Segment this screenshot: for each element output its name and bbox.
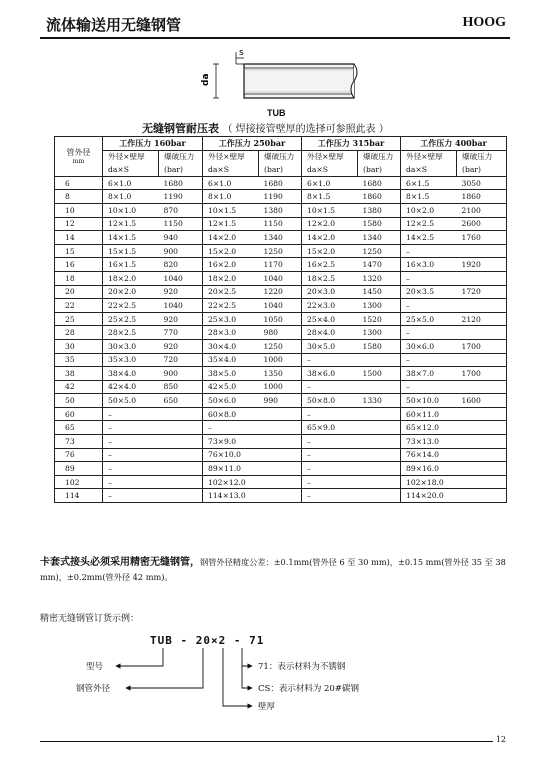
burst-pressure-cell: 870: [159, 203, 203, 217]
od-unit: mm: [72, 158, 85, 166]
brand-logo-text: HOOG: [462, 15, 506, 30]
dimension-cell: 38×6.0: [302, 367, 358, 381]
dimension-cell: 8×1.5: [401, 190, 457, 204]
col-dim-header: 外径×壁厚: [103, 150, 159, 163]
dimension-cell: –: [103, 421, 159, 435]
dimension-cell: –: [103, 448, 159, 462]
od-cell: 20: [55, 285, 103, 299]
burst-pressure-cell: 1000: [259, 353, 302, 367]
od-cell: 12: [55, 217, 103, 231]
burst-pressure-cell: 1000: [259, 380, 302, 394]
od-cell: 89: [55, 462, 103, 476]
burst-pressure-cell: 1190: [159, 190, 203, 204]
dimension-cell: –: [401, 326, 457, 340]
dimension-cell: 14×2.0: [203, 231, 259, 245]
dimension-cell: 30×3.0: [103, 339, 159, 353]
dimension-cell: 50×6.0: [203, 394, 259, 408]
burst-pressure-cell: 1170: [259, 258, 302, 272]
dimension-cell: 25×3.0: [203, 312, 259, 326]
od-cell: 35: [55, 353, 103, 367]
dimension-cell: 89×16.0: [401, 462, 457, 476]
dimension-cell: 10×1.5: [302, 203, 358, 217]
dimension-cell: 16×2.0: [203, 258, 259, 272]
dimension-cell: –: [302, 407, 358, 421]
dimension-cell: 18×2.0: [203, 271, 259, 285]
dimension-cell: 6×1.0: [203, 176, 259, 190]
label-type: 型号: [86, 662, 104, 672]
table-title-main: 无缝钢管耐压表: [142, 122, 219, 135]
dimension-cell: 102×12.0: [203, 475, 259, 489]
dimension-cell: 20×2.0: [103, 285, 159, 299]
od-cell: 114: [55, 489, 103, 503]
burst-pressure-cell: 1860: [457, 190, 507, 204]
dimension-cell: 14×2.0: [302, 231, 358, 245]
burst-pressure-cell: 1470: [358, 258, 401, 272]
dimension-cell: –: [103, 462, 159, 476]
burst-pressure-cell: 1680: [358, 176, 401, 190]
dimension-cell: 20×2.5: [203, 285, 259, 299]
dimension-cell: 10×1.0: [103, 203, 159, 217]
od-cell: 15: [55, 244, 103, 258]
dimension-cell: 35×4.0: [203, 353, 259, 367]
dimension-cell: –: [401, 353, 457, 367]
dimension-cell: –: [401, 271, 457, 285]
dimension-cell: 12×2.5: [401, 217, 457, 231]
dimension-cell: 22×2.5: [103, 299, 159, 313]
col-dim-unit: da×S: [401, 163, 457, 176]
od-cell: 73: [55, 435, 103, 449]
od-cell: 50: [55, 394, 103, 408]
col-burst-unit: (bar): [358, 163, 401, 176]
burst-pressure-cell: 1680: [259, 176, 302, 190]
dimension-cell: 6×1.0: [302, 176, 358, 190]
burst-pressure-cell: 1220: [259, 285, 302, 299]
col-dim-unit: da×S: [203, 163, 259, 176]
page-number: 12: [495, 735, 506, 744]
burst-pressure-cell: 920: [159, 285, 203, 299]
burst-pressure-cell: 1040: [259, 271, 302, 285]
precision-note-text: 钢管外径精度公差：±0.1mm(管外径 6 至 30 mm)，±0.15 mm(管外径 35 至 38 mm)，±0.2mm(管外径 42 mm)。: [40, 557, 506, 582]
burst-pressure-cell: 1920: [457, 258, 507, 272]
dimension-cell: 8×1.0: [203, 190, 259, 204]
dimension-cell: –: [302, 353, 358, 367]
dimension-cell: 30×5.0: [302, 339, 358, 353]
group-160-header: 工作压力 160bar: [103, 137, 203, 151]
footer-rule: [40, 741, 493, 742]
dimension-cell: 15×1.5: [103, 244, 159, 258]
dimension-cell: 22×2.5: [203, 299, 259, 313]
burst-pressure-cell: 1300: [358, 326, 401, 340]
burst-pressure-cell: 1600: [457, 394, 507, 408]
burst-pressure-cell: 1340: [259, 231, 302, 245]
burst-pressure-cell: 1050: [259, 312, 302, 326]
burst-pressure-cell: 1300: [358, 299, 401, 313]
burst-pressure-cell: 1040: [259, 299, 302, 313]
dimension-cell: 20×3.5: [401, 285, 457, 299]
dimension-cell: 73×13.0: [401, 435, 457, 449]
dimension-cell: –: [302, 475, 358, 489]
dimension-cell: –: [302, 489, 358, 503]
od-cell: 102: [55, 475, 103, 489]
burst-pressure-cell: 1040: [159, 271, 203, 285]
burst-pressure-cell: 1760: [457, 231, 507, 245]
dimension-cell: 35×3.0: [103, 353, 159, 367]
dimension-cell: 89×11.0: [203, 462, 259, 476]
da-label: da: [201, 73, 211, 86]
od-cell: 38: [55, 367, 103, 381]
dimension-cell: –: [103, 475, 159, 489]
od-cell: 65: [55, 421, 103, 435]
label-71-stainless: 71：表示材料为不锈钢: [258, 662, 346, 672]
dimension-cell: 20×3.0: [302, 285, 358, 299]
burst-pressure-cell: 940: [159, 231, 203, 245]
dimension-cell: 114×13.0: [203, 489, 259, 503]
col-dim-header: 外径×壁厚: [203, 150, 259, 163]
burst-pressure-cell: 1190: [259, 190, 302, 204]
dimension-cell: –: [103, 435, 159, 449]
od-cell: 60: [55, 407, 103, 421]
dimension-cell: –: [401, 299, 457, 313]
col-burst-unit: (bar): [259, 163, 302, 176]
dimension-cell: 60×8.0: [203, 407, 259, 421]
burst-pressure-cell: 1250: [259, 244, 302, 258]
dimension-cell: 50×10.0: [401, 394, 457, 408]
od-cell: 28: [55, 326, 103, 340]
burst-pressure-cell: 900: [159, 244, 203, 258]
dimension-cell: 28×4.0: [302, 326, 358, 340]
od-cell: 6: [55, 176, 103, 190]
dimension-cell: –: [203, 421, 259, 435]
od-cell: 10: [55, 203, 103, 217]
burst-pressure-cell: 1250: [358, 244, 401, 258]
burst-pressure-cell: 820: [159, 258, 203, 272]
burst-pressure-cell: 1150: [159, 217, 203, 231]
burst-pressure-cell: 2100: [457, 203, 507, 217]
dimension-cell: 16×2.5: [302, 258, 358, 272]
order-example-title: 精密无缝钢管订货示例：: [40, 614, 140, 624]
col-dim-header: 外径×壁厚: [302, 150, 358, 163]
od-cell: 25: [55, 312, 103, 326]
group-250-header: 工作压力 250bar: [203, 137, 302, 151]
page-header-title: 流体输送用无缝钢管: [46, 16, 182, 34]
label-od: 钢管外径: [76, 684, 111, 694]
burst-pressure-cell: 2120: [457, 312, 507, 326]
burst-pressure-cell: 1150: [259, 217, 302, 231]
dimension-cell: 22×3.0: [302, 299, 358, 313]
burst-pressure-cell: 850: [159, 380, 203, 394]
dimension-cell: 25×4.0: [302, 312, 358, 326]
od-cell: 8: [55, 190, 103, 204]
dimension-cell: 30×6.0: [401, 339, 457, 353]
dimension-cell: 16×3.0: [401, 258, 457, 272]
od-cell: 16: [55, 258, 103, 272]
burst-pressure-cell: 900: [159, 367, 203, 381]
label-wall: 壁厚: [258, 702, 276, 712]
dimension-cell: 102×18.0: [401, 475, 457, 489]
dimension-cell: 25×5.0: [401, 312, 457, 326]
burst-pressure-cell: 650: [159, 394, 203, 408]
dimension-cell: 42×5.0: [203, 380, 259, 394]
col-burst-unit: (bar): [457, 163, 507, 176]
od-cell: 42: [55, 380, 103, 394]
dimension-cell: 73×9.0: [203, 435, 259, 449]
dimension-cell: –: [302, 462, 358, 476]
dimension-cell: 15×2.0: [302, 244, 358, 258]
burst-pressure-cell: 770: [159, 326, 203, 340]
dimension-cell: 15×2.0: [203, 244, 259, 258]
dimension-cell: 38×7.0: [401, 367, 457, 381]
dimension-cell: 8×1.5: [302, 190, 358, 204]
dimension-cell: 18×2.0: [103, 271, 159, 285]
burst-pressure-cell: 1340: [358, 231, 401, 245]
burst-pressure-cell: 1040: [159, 299, 203, 313]
burst-pressure-cell: 1380: [358, 203, 401, 217]
dimension-cell: –: [302, 435, 358, 449]
table-title-note: （ 焊接接管壁厚的选择可参照此表 ）: [222, 124, 389, 135]
dimension-cell: 60×11.0: [401, 407, 457, 421]
burst-pressure-cell: 1330: [358, 394, 401, 408]
burst-pressure-cell: 1680: [159, 176, 203, 190]
burst-pressure-cell: 1250: [259, 339, 302, 353]
burst-pressure-cell: 1700: [457, 339, 507, 353]
col-burst-header: 爆破压力: [159, 150, 203, 163]
dimension-cell: 65×9.0: [302, 421, 358, 435]
burst-pressure-cell: 1450: [358, 285, 401, 299]
s-label: s: [239, 48, 244, 58]
burst-pressure-cell: 2600: [457, 217, 507, 231]
dimension-cell: –: [302, 380, 358, 394]
precision-note-bold: 卡套式接头必须采用精密无缝钢管，: [40, 557, 200, 568]
burst-pressure-cell: 1500: [358, 367, 401, 381]
col-burst-header: 爆破压力: [457, 150, 507, 163]
dimension-cell: 16×1.5: [103, 258, 159, 272]
group-315-header: 工作压力 315bar: [302, 137, 401, 151]
dimension-cell: 12×2.0: [302, 217, 358, 231]
dimension-cell: –: [103, 407, 159, 421]
dimension-cell: 6×1.5: [401, 176, 457, 190]
od-header: 管外径: [66, 148, 91, 158]
dimension-cell: 50×5.0: [103, 394, 159, 408]
diagram-caption: TUB: [267, 108, 286, 118]
burst-pressure-cell: 1700: [457, 367, 507, 381]
dimension-cell: 12×1.5: [203, 217, 259, 231]
order-code: TUB - 20×2 - 71: [150, 634, 265, 647]
dimension-cell: 6×1.0: [103, 176, 159, 190]
dimension-cell: 76×14.0: [401, 448, 457, 462]
col-burst-unit: (bar): [159, 163, 203, 176]
dimension-cell: 38×4.0: [103, 367, 159, 381]
dimension-cell: 38×5.0: [203, 367, 259, 381]
burst-pressure-cell: 1380: [259, 203, 302, 217]
dimension-cell: 28×3.0: [203, 326, 259, 340]
dimension-cell: 65×12.0: [401, 421, 457, 435]
dimension-cell: 50×8.0: [302, 394, 358, 408]
burst-pressure-cell: 1720: [457, 285, 507, 299]
od-cell: 14: [55, 231, 103, 245]
burst-pressure-cell: 1580: [358, 339, 401, 353]
burst-pressure-cell: 1580: [358, 217, 401, 231]
burst-pressure-cell: 920: [159, 312, 203, 326]
dimension-cell: 10×1.5: [203, 203, 259, 217]
col-burst-header: 爆破压力: [259, 150, 302, 163]
dimension-cell: –: [401, 380, 457, 394]
burst-pressure-cell: 1320: [358, 271, 401, 285]
od-cell: 18: [55, 271, 103, 285]
burst-pressure-cell: 980: [259, 326, 302, 340]
dimension-cell: –: [302, 448, 358, 462]
burst-pressure-cell: 3050: [457, 176, 507, 190]
dimension-cell: –: [401, 244, 457, 258]
od-cell: 30: [55, 339, 103, 353]
col-dim-header: 外径×壁厚: [401, 150, 457, 163]
dimension-cell: –: [103, 489, 159, 503]
burst-pressure-cell: 720: [159, 353, 203, 367]
burst-pressure-cell: 1350: [259, 367, 302, 381]
burst-pressure-cell: 990: [259, 394, 302, 408]
dimension-cell: 14×2.5: [401, 231, 457, 245]
burst-pressure-cell: 1520: [358, 312, 401, 326]
col-dim-unit: da×S: [103, 163, 159, 176]
dimension-cell: 28×2.5: [103, 326, 159, 340]
col-burst-header: 爆破压力: [358, 150, 401, 163]
od-cell: 22: [55, 299, 103, 313]
dimension-cell: 42×4.0: [103, 380, 159, 394]
od-cell: 76: [55, 448, 103, 462]
dimension-cell: 18×2.5: [302, 271, 358, 285]
dimension-cell: 14×1.5: [103, 231, 159, 245]
burst-pressure-cell: 1860: [358, 190, 401, 204]
dimension-cell: 10×2.0: [401, 203, 457, 217]
dimension-cell: 25×2.5: [103, 312, 159, 326]
dimension-cell: 8×1.0: [103, 190, 159, 204]
dimension-cell: 12×1.5: [103, 217, 159, 231]
dimension-cell: 114×20.0: [401, 489, 457, 503]
dimension-cell: 76×10.0: [203, 448, 259, 462]
burst-pressure-cell: 920: [159, 339, 203, 353]
label-cs-carbon: CS：表示材料为 20#碳钢: [258, 684, 359, 694]
dimension-cell: 30×4.0: [203, 339, 259, 353]
col-dim-unit: da×S: [302, 163, 358, 176]
group-400-header: 工作压力 400bar: [401, 137, 507, 151]
